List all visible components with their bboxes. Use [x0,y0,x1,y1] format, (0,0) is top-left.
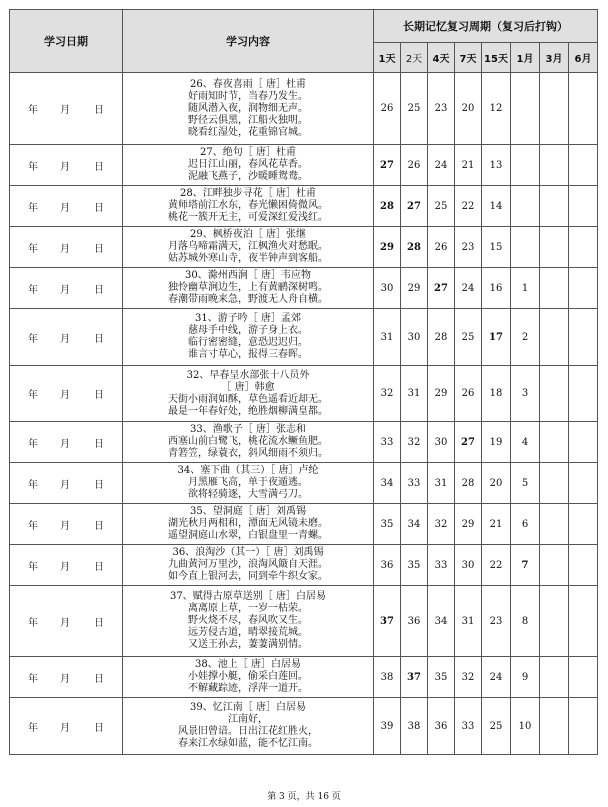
poem-title: 26、春夜喜雨［ 唐］杜甫 [190,78,306,90]
review-checkbox-cell[interactable]: 30 [455,545,482,586]
review-checkbox-cell[interactable]: 22 [482,545,511,586]
poem-line: 黄师塔前江水东，春光懒困倚微风。 [168,200,328,211]
review-checkbox-cell[interactable]: 16 [482,268,511,309]
review-checkbox-cell[interactable]: 23 [482,586,511,657]
poem-line: 天街小雨润如酥，草色遥看近却无。 [168,393,328,405]
review-checkbox-cell[interactable] [540,186,569,227]
poem-content-cell [123,422,374,463]
date-month-label: 月 [60,333,70,345]
poem-line: 江南好， [228,714,268,725]
poem-line: 好雨知时节，当春乃发生。 [188,90,308,102]
review-checkbox-cell[interactable] [540,698,569,755]
date-year-label: 年 [28,284,38,296]
review-checkbox-cell[interactable]: 33 [428,545,455,586]
date-day-label: 日 [94,390,104,401]
review-checkbox-cell[interactable]: 25 [401,73,428,145]
review-checkbox-cell[interactable]: 28 [401,227,428,268]
study-date-cell[interactable] [10,186,123,227]
study-date-cell[interactable] [10,586,123,657]
review-checkbox-cell[interactable]: 20 [455,73,482,145]
poem-content-cell [123,657,374,698]
review-checkbox-cell[interactable]: 15 [482,227,511,268]
review-checkbox-cell[interactable]: 10 [511,698,540,755]
review-checkbox-cell[interactable]: 32 [455,657,482,698]
interval-header: 1月 [511,43,540,73]
poem-title: 36、浪淘沙（其一）［ 唐］刘禹锡 [172,547,324,558]
poem-line: 月黑雁飞高，单于夜遁逃。 [188,477,308,488]
review-checkbox-cell[interactable]: 19 [482,422,511,463]
review-checkbox-cell[interactable]: 24 [482,657,511,698]
poem-title: 31、游子吟［ 唐］孟郊 [195,313,301,324]
review-checkbox-cell[interactable] [540,657,569,698]
date-month-label: 月 [60,161,70,173]
review-checkbox-cell[interactable]: 27 [455,422,482,463]
review-checkbox-cell[interactable]: 31 [455,586,482,657]
interval-header: 4天 [428,43,455,73]
review-checkbox-cell[interactable] [569,657,598,698]
poem-line: 泥融飞燕子，沙暖睡鸳鸯。 [188,171,308,182]
date-day-label: 日 [94,333,104,345]
poem-line: 最是一年春好处，绝胜烟柳满皇都。 [168,405,328,417]
poem-title: 35、望洞庭［ 唐］刘禹锡 [190,506,306,517]
review-checkbox-cell[interactable] [540,309,569,366]
date-day-label: 日 [94,105,104,116]
review-checkbox-cell[interactable]: 26 [374,73,401,145]
review-checkbox-cell[interactable]: 21 [482,504,511,545]
review-checkbox-cell[interactable] [569,227,598,268]
study-date-cell[interactable] [10,73,123,145]
table-row [10,657,598,698]
date-month-label: 月 [60,438,70,450]
poem-line: 不解藏踪迹，浮萍一道开。 [188,683,308,694]
study-date-cell[interactable] [10,309,123,366]
study-date-cell[interactable] [10,545,123,586]
table-row [10,545,598,586]
review-checkbox-cell[interactable]: 23 [428,73,455,145]
review-checkbox-cell[interactable]: 7 [511,545,540,586]
review-checkbox-cell[interactable]: 27 [401,186,428,227]
poem-content-cell [123,698,374,755]
poem-title: 34、塞下曲（其三）［ 唐］卢纶 [177,465,319,476]
review-checkbox-cell[interactable] [511,73,540,145]
review-checkbox-cell[interactable] [569,422,598,463]
review-checkbox-cell[interactable]: 34 [374,463,401,504]
poem-line: 慈母手中线，游子身上衣。 [188,325,308,336]
date-day-label: 日 [94,438,104,450]
poem-line: 西塞山前白鹭飞，桃花流水鳜鱼肥。 [168,436,328,447]
date-year-label: 年 [28,722,38,734]
review-checkbox-cell[interactable]: 23 [455,227,482,268]
review-checkbox-cell[interactable] [540,463,569,504]
date-year-label: 年 [28,390,38,401]
poem-line: 离离原上草，一岁一枯荣。 [188,603,308,614]
poem-content-cell [123,586,374,657]
review-checkbox-cell[interactable]: 34 [428,586,455,657]
date-month-label: 月 [60,722,70,734]
date-month-label: 月 [60,561,70,573]
poem-content-cell [123,268,374,309]
poem-line: 姑苏城外寒山寺，夜半钟声到客船。 [168,253,328,264]
review-checkbox-cell[interactable]: 35 [401,545,428,586]
review-checkbox-cell[interactable] [540,586,569,657]
review-checkbox-cell[interactable]: 25 [428,186,455,227]
date-year-label: 年 [28,243,38,255]
review-checkbox-cell[interactable]: 35 [374,504,401,545]
review-checkbox-cell[interactable]: 4 [511,422,540,463]
table-row [10,586,598,657]
content-column-header: 学习内容 [123,10,374,73]
poem-line: 晓看红湿处，花重锦官城。 [188,126,308,138]
review-cycle-header: 长期记忆复习周期（复习后打钩） [374,10,598,43]
review-checkbox-cell[interactable]: 31 [428,463,455,504]
review-checkbox-cell[interactable] [540,268,569,309]
review-checkbox-cell[interactable] [569,309,598,366]
page-footer: 第 3 页，共 16 页 [267,792,341,802]
interval-header: 7天 [455,43,482,73]
date-year-label: 年 [28,333,38,345]
review-checkbox-cell[interactable]: 25 [455,309,482,366]
date-day-label: 日 [94,561,104,573]
date-day-label: 日 [94,243,104,255]
review-checkbox-cell[interactable]: 29 [428,366,455,422]
study-date-cell[interactable] [10,145,123,186]
poem-content-cell [123,309,374,366]
date-month-label: 月 [60,105,70,116]
poem-line: 迟日江山丽，春风花草香。 [188,159,308,170]
date-month-label: 月 [60,617,70,629]
poem-line: 临行密密缝，意恐迟迟归。 [188,337,308,348]
date-day-label: 日 [94,722,104,734]
poem-content-cell [123,227,374,268]
review-checkbox-cell[interactable] [540,366,569,422]
poem-content-cell [123,145,374,186]
review-checkbox-cell[interactable]: 1 [511,268,540,309]
interval-header: 1天 [374,43,401,73]
review-checkbox-cell[interactable]: 36 [401,586,428,657]
study-date-cell[interactable] [10,504,123,545]
date-year-label: 年 [28,438,38,450]
poem-line: 桃花一簇开无主，可爱深红爱浅红。 [168,212,328,223]
date-year-label: 年 [28,161,38,173]
review-checkbox-cell[interactable]: 25 [482,698,511,755]
poem-line: 九曲黄河万里沙，浪淘风簸自天涯。 [168,559,328,570]
date-day-label: 日 [94,617,104,629]
poem-title: 32、早春呈水部张十八员外 [186,369,310,381]
poem-line: 遥望洞庭山水翠，白银盘里一青螺。 [168,530,328,541]
poem-title: 27、绝句［ 唐］杜甫 [200,147,296,158]
poem-line: 风景旧曾谙。日出江花红胜火， [178,726,318,737]
review-checkbox-cell[interactable]: 28 [455,463,482,504]
review-checkbox-cell[interactable]: 32 [428,504,455,545]
review-checkbox-cell[interactable]: 22 [455,186,482,227]
review-checkbox-cell[interactable]: 2 [511,309,540,366]
review-checkbox-cell[interactable]: 29 [401,268,428,309]
review-checkbox-cell[interactable]: 14 [482,186,511,227]
poem-content-cell [123,504,374,545]
table-row [10,309,598,366]
review-checkbox-cell[interactable]: 3 [511,366,540,422]
review-checkbox-cell[interactable]: 37 [401,657,428,698]
poem-title: 39、忆江南［ 唐］白居易 [190,702,306,713]
poem-line: 湖光秋月两相和，潭面无风镜未磨。 [168,518,328,529]
study-date-cell[interactable] [10,657,123,698]
review-checkbox-cell[interactable] [511,227,540,268]
review-checkbox-cell[interactable] [540,227,569,268]
review-checkbox-cell[interactable]: 29 [374,227,401,268]
review-checkbox-cell[interactable]: 26 [428,227,455,268]
date-day-label: 日 [94,202,104,214]
review-checkbox-cell[interactable]: 34 [401,504,428,545]
date-year-label: 年 [28,479,38,491]
study-date-cell[interactable] [10,366,123,422]
review-checkbox-cell[interactable]: 33 [455,698,482,755]
review-checkbox-cell[interactable]: 33 [374,422,401,463]
poem-content-cell [123,545,374,586]
review-checkbox-cell[interactable]: 32 [401,422,428,463]
date-month-label: 月 [60,284,70,296]
review-checkbox-cell[interactable]: 27 [428,268,455,309]
review-checkbox-cell[interactable]: 12 [482,73,511,145]
review-checkbox-cell[interactable]: 21 [455,145,482,186]
date-day-label: 日 [94,161,104,173]
review-checkbox-cell[interactable]: 29 [455,504,482,545]
poem-line: 春来江水绿如蓝，能不忆江南。 [178,738,318,749]
review-checkbox-cell[interactable]: 27 [374,145,401,186]
review-checkbox-cell[interactable] [569,73,598,145]
table-row [10,698,598,755]
table-row [10,463,598,504]
interval-header: 3月 [540,43,569,73]
table-row [10,186,598,227]
review-checkbox-cell[interactable]: 38 [374,657,401,698]
review-checkbox-cell[interactable] [540,422,569,463]
poem-title: 29、枫桥夜泊［ 唐］张继 [190,229,306,240]
review-checkbox-cell[interactable]: 33 [401,463,428,504]
review-checkbox-cell[interactable]: 18 [482,366,511,422]
interval-header: 2天 [401,43,428,73]
review-checkbox-cell[interactable]: 17 [482,309,511,366]
review-checkbox-cell[interactable]: 31 [374,309,401,366]
poem-title: 38、池上［ 唐］白居易 [195,659,301,670]
poem-line: 谁言寸草心，报得三春晖。 [188,349,308,360]
date-month-label: 月 [60,202,70,214]
date-month-label: 月 [60,673,70,685]
date-year-label: 年 [28,617,38,629]
table-row [10,504,598,545]
study-date-cell[interactable] [10,698,123,755]
date-day-label: 日 [94,520,104,532]
poem-line: 青箬笠，绿蓑衣，斜风细雨不须归。 [168,448,328,459]
review-checkbox-cell[interactable]: 31 [401,366,428,422]
review-checkbox-cell[interactable]: 5 [511,463,540,504]
poem-content-cell [123,186,374,227]
table-row [10,227,598,268]
date-year-label: 年 [28,673,38,685]
date-year-label: 年 [28,520,38,532]
table-row [10,422,598,463]
review-checkbox-cell[interactable] [540,545,569,586]
review-checkbox-cell[interactable]: 39 [374,698,401,755]
review-checkbox-cell[interactable] [569,145,598,186]
review-checkbox-cell[interactable] [569,545,598,586]
review-checkbox-cell[interactable]: 8 [511,586,540,657]
poem-content-cell [123,366,374,422]
review-checkbox-cell[interactable] [569,268,598,309]
interval-header: 6月 [569,43,598,73]
table-row [10,268,598,309]
review-checkbox-cell[interactable] [511,145,540,186]
poem-title: 30、滁州西涧［ 唐］韦应物 [185,270,311,281]
date-month-label: 月 [60,243,70,255]
poem-line: 野径云俱黑，江船火独明。 [188,114,308,126]
review-checkbox-cell[interactable]: 24 [455,268,482,309]
review-checkbox-cell[interactable]: 37 [374,586,401,657]
poem-line: 又送王孙去，萋萋满别情。 [188,639,308,650]
review-schedule-table [9,9,598,755]
poem-line: 野火烧不尽，春风吹又生。 [188,615,308,626]
poem-line: 独怜幽草涧边生，上有黄鹂深树鸣。 [168,282,328,293]
poem-rows [10,73,598,755]
review-checkbox-cell[interactable]: 36 [428,698,455,755]
review-checkbox-cell[interactable] [569,366,598,422]
review-checkbox-cell[interactable]: 26 [455,366,482,422]
table-row [10,73,598,145]
poem-line: 月落乌啼霜满天，江枫渔火对愁眠。 [168,241,328,252]
date-column-header: 学习日期 [10,10,123,73]
poem-title: 28、江畔独步寻花［ 唐］杜甫 [180,188,316,199]
poem-line: 春潮带雨晚来急，野渡无人舟自横。 [168,294,328,305]
review-checkbox-cell[interactable] [540,73,569,145]
poem-content-cell [123,73,374,145]
table-row [10,145,598,186]
review-checkbox-cell[interactable]: 24 [428,145,455,186]
review-checkbox-cell[interactable]: 35 [428,657,455,698]
review-checkbox-cell[interactable]: 30 [401,309,428,366]
review-checkbox-cell[interactable]: 6 [511,504,540,545]
study-date-cell[interactable] [10,463,123,504]
review-checkbox-cell[interactable]: 9 [511,657,540,698]
date-year-label: 年 [28,561,38,573]
review-checkbox-cell[interactable]: 26 [401,145,428,186]
review-checkbox-cell[interactable] [540,145,569,186]
poem-line: 随风潜入夜，润物细无声。 [188,102,308,114]
table-row [10,366,598,422]
review-checkbox-cell[interactable] [511,186,540,227]
poem-line: ［ 唐］韩愈 [221,381,275,393]
review-checkbox-cell[interactable] [569,463,598,504]
review-checkbox-cell[interactable] [540,504,569,545]
review-checkbox-cell[interactable] [569,586,598,657]
review-checkbox-cell[interactable]: 32 [374,366,401,422]
review-checkbox-cell[interactable]: 20 [482,463,511,504]
review-checkbox-cell[interactable]: 36 [374,545,401,586]
review-checkbox-cell[interactable]: 38 [401,698,428,755]
poem-line: 小娃撑小艇，偷采白莲回。 [188,671,308,682]
poem-content-cell [123,463,374,504]
date-month-label: 月 [60,479,70,491]
date-day-label: 日 [94,479,104,491]
date-day-label: 日 [94,673,104,685]
review-checkbox-cell[interactable] [569,504,598,545]
date-month-label: 月 [60,520,70,532]
review-checkbox-cell[interactable] [569,186,598,227]
review-checkbox-cell[interactable]: 28 [374,186,401,227]
poem-line: 欲将轻骑逐，大雪满弓刀。 [188,489,308,500]
review-checkbox-cell[interactable]: 30 [374,268,401,309]
date-month-label: 月 [60,390,70,401]
date-day-label: 日 [94,284,104,296]
poem-line: 远芳侵古道，晴翠接荒城。 [188,627,308,638]
date-year-label: 年 [28,202,38,214]
date-year-label: 年 [28,105,38,116]
study-date-cell[interactable] [10,268,123,309]
study-date-cell[interactable] [10,227,123,268]
interval-header: 15天 [482,43,511,73]
poem-title: 33、渔歌子［ 唐］张志和 [190,424,306,435]
review-checkbox-cell[interactable]: 13 [482,145,511,186]
poem-title: 37、赋得古原草送别［ 唐］白居易 [170,591,326,602]
review-checkbox-cell[interactable] [569,698,598,755]
study-date-cell[interactable] [10,422,123,463]
review-checkbox-cell[interactable]: 30 [428,422,455,463]
review-checkbox-cell[interactable]: 28 [428,309,455,366]
poem-line: 如今直上银河去，同到牵牛织女家。 [168,571,328,582]
